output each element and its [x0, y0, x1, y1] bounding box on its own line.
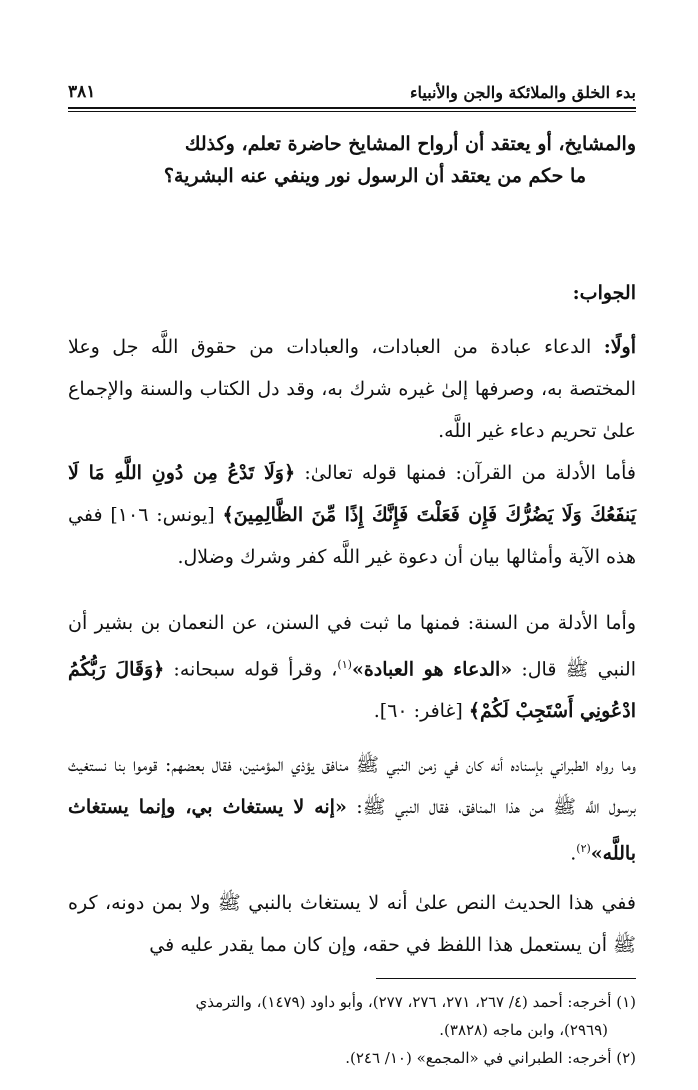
question-line-2: ما حكم من يعتقد أن الرسول نور وينفي عنه البشرية؟ [163, 165, 586, 187]
paragraph-3-middle: ، وقرأ قوله سبحانه: [164, 658, 338, 681]
verse-reference-ghafir: [غافر: ٦٠]. [373, 700, 469, 723]
header-title: بدء الخلق والملائكة والجن والأنبياء [409, 83, 636, 102]
paragraph-1-lead: أولًا: [603, 336, 636, 358]
paragraph-5-text: ففي هذا الحديث النص علىٰ أنه لا يستغاث بالنبي ﷺ ولا بمن دونه، كره ﷺ أن يستعمل هذا اللفظ في حقه، وإن كان مما يقدر عليه في [68, 892, 636, 956]
paragraph-3-intro: وأما الأدلة من السنة: فمنها ما ثبت في السنن، عن النعمان بن بشير أن النبي ﷺ قال: [68, 612, 636, 681]
page-number: ٣٨١ [68, 82, 96, 102]
paragraph-4 [68, 744, 636, 874]
footnote-2: (٢) أخرجه: الطبراني في «المجمع» (١٠/ ٢٤٦). [345, 1049, 636, 1067]
paragraph-1 [68, 326, 636, 452]
quran-verse-ghafir: ﴿وَقَالَ رَبُّكُمُ ادْعُونِي أَسْتَجِبْ لَكُمْ﴾ [68, 658, 636, 723]
paragraph-2 [68, 452, 636, 578]
question-line-1: والمشايخ، أو يعتقد أن أرواح المشايخ حاضرة تعلم، وكذلك [184, 133, 636, 155]
verse-reference-yunus: [يونس: ١٠٦] [110, 504, 223, 526]
paragraph-3 [68, 602, 636, 732]
footnote-marker-2: (٢) [576, 842, 591, 855]
hadith-istighatha: «إنه لا يستغاث بي، وإنما يستغاث باللَّه» [68, 796, 636, 865]
footnote-marker-1: (١) [337, 658, 352, 671]
answer-label: الجواب: [572, 282, 636, 304]
header-double-rule [68, 107, 636, 112]
hadith-dua-ibada: «الدعاء هو العبادة» [351, 658, 513, 681]
paragraph-5 [68, 882, 636, 966]
footnote-1-line-1: (١) أخرجه: أحمد (٤/ ٢٦٧، ٢٧١، ٢٧٦، ٢٧٧)، وأبو داود (١٤٧٩)، والترمذي [195, 993, 636, 1011]
paragraph-2-conclusion: ففي هذه الآية وأمثالها بيان أن دعوة غير اللَّه كفر وشرك وضلال. [68, 504, 636, 568]
book-page [68, 60, 637, 1067]
paragraph-2-intro: فأما الأدلة من القرآن: فمنها قوله تعالىٰ: [295, 462, 637, 484]
quran-verse-yunus: ﴿وَلَا تَدْعُ مِن دُونِ اللَّهِ مَا لَا يَنفَعُكَ وَلَا يَضُرُّكَ فَإِن فَعَلْتَ فَإِنَّكَ إِذًا مِّنَ الظَّالِمِينَ﴾ [68, 462, 637, 526]
paragraph-1-text: الدعاء عبادة من العبادات، والعبادات من حقوق اللَّه جل وعلا المختصة به، وصرفها إلىٰ غيره شرك به، وقد دل الكتاب والسنة والإجماع علىٰ تحريم دعاء غير اللَّه. [68, 336, 636, 442]
footnotes [68, 988, 636, 1072]
footnote-separator [376, 978, 636, 979]
paragraph-4-end: . [570, 842, 577, 865]
footnote-1-line-2: (٢٩٦٩)، وابن ماجه (٣٨٢٨). [439, 1021, 608, 1039]
running-header [68, 70, 636, 102]
paragraph-4-intro: وما رواه الطبراني بإسناده أنه كان في زمن النبي ﷺ منافق يؤذي المؤمنين، فقال بعضهم: قوموا بنا نستغيث برسول اللَّه ﷺ من هذا المنافق، فقال النبي ﷺ: [68, 754, 637, 818]
question-text [68, 128, 636, 192]
